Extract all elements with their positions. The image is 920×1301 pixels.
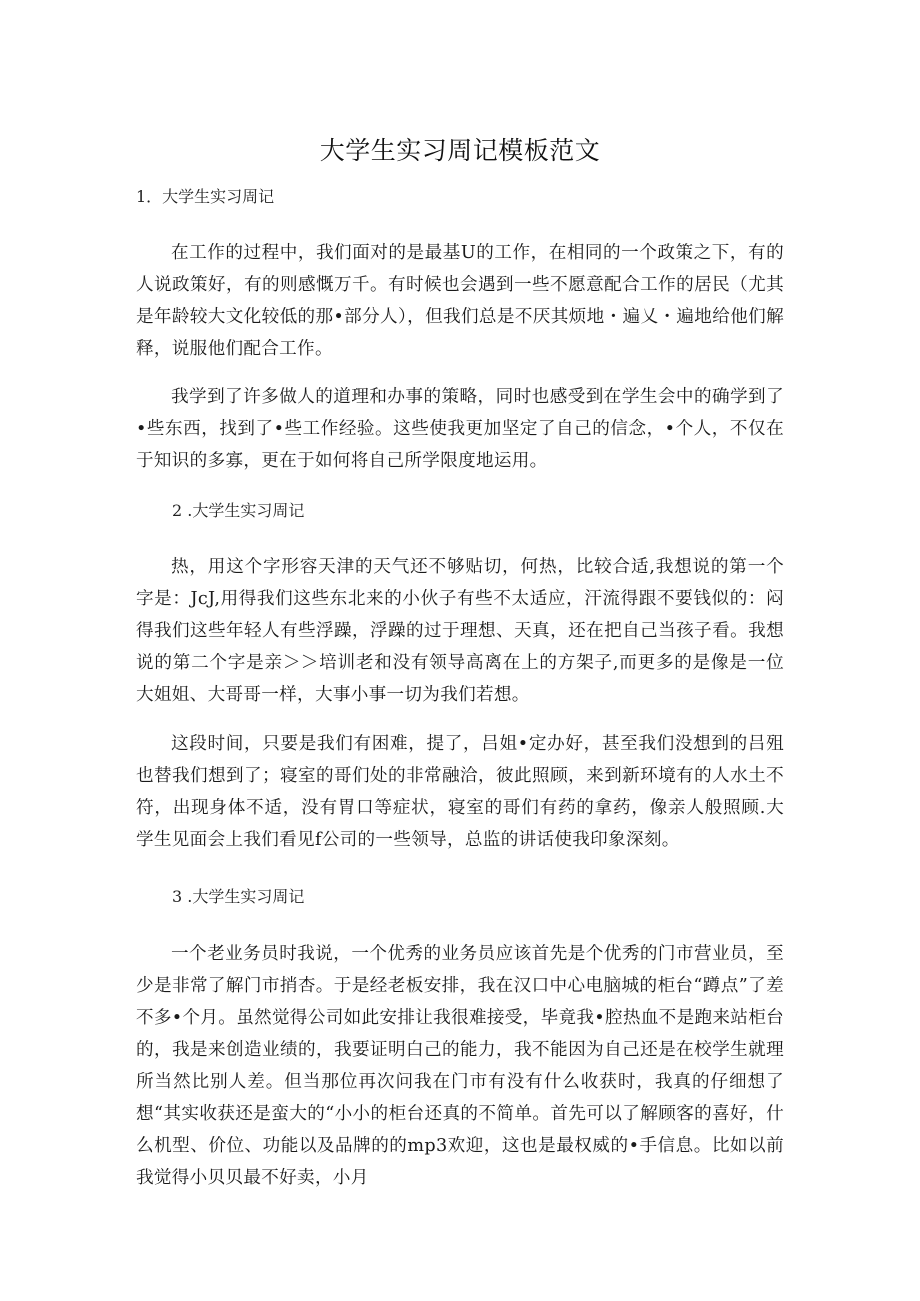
section-1-paragraph-2: 我学到了许多做人的道理和办事的策略，同时也感受到在学生会中的确学到了•些东西，找到了•些工作经验。这些使我更加坚定了自己的信念，•个人，不仅在于知识的多寡，更在于如何将自己所学限度地运用。 — [136, 387, 784, 471]
section-2-paragraph-1: 热，用这个字形容天津的天气还不够贴切，何热，比较合适,我想说的第一个字是：JcJ,用得我们这些东北来的小伙子有些不太适应，汗流得跟不要钱似的：闷得我们这些年轻人有些浮躁，浮躁的过于理想、天真，还在把自己当孩子看。我想说的第二个字是亲＞＞培训老和没有领导高离在上的方架子,而更多的是像是一位大姐姐、大哥哥一样，大事小事一切为我们若想。 — [136, 557, 784, 705]
section-2-heading: 2 .大学生实习周记 — [172, 501, 305, 520]
section-2-paragraph-2: 这段时间，只要是我们有困难，提了，吕姐•定办好，甚至我们没想到的吕殂也替我们想到了；寝室的哥们处的非常融洽，彼此照顾，来到新环境有的人水土不符，出现身体不适，没有胃口等症状，寝室的哥们有药的拿药，像亲人般照顾.大学生见面会上我们看见f公司的一些领导，总监的讲话使我印象深刻。 — [136, 734, 784, 850]
section-3-paragraph-1: 一个老业务员时我说，一个优秀的业务员应该首先是个优秀的门市营业员，至少是非常了解门市捎杏。于是经老板安排，我在汉口中心电脑城的柜台“蹲点”了差不多•个月。虽然觉得公司如此安排让我很难接受，毕竟我•腔热血不是跑来站柜台的，我是来创造业绩的，我要证明白己的能力，我不能因为自己还是在校学生就理所当然比别人差。但当那位再次问我在门市有没有什么收获时，我真的仔细想了想“其实收获还是蛮大的“小小的柜台还真的不简单。首先可以了解顾客的喜好，什么机型、价位、功能以及品牌的的mp3欢迎，这也是最权威的•手信息。比如以前我觉得小贝贝最不好卖，小月 — [136, 944, 784, 1188]
document-title: 大学生实习周记模板范文 — [319, 136, 601, 165]
section-3-heading: 3 .大学生实习周记 — [172, 887, 305, 906]
section-1-heading: 1．大学生实习周记 — [136, 187, 275, 206]
section-1-paragraph-1: 在工作的过程中，我们面对的是最基U的工作，在相同的一个政策之下，有的人说政策好，有的则感慨万千。有时候也会遇到一些不愿意配合工作的居民（尤其是年龄较大文化较低的那•部分人），但我们总是不厌其烦地・遍乂・遍地给他们解释，说服他们配合工作。 — [136, 243, 784, 359]
